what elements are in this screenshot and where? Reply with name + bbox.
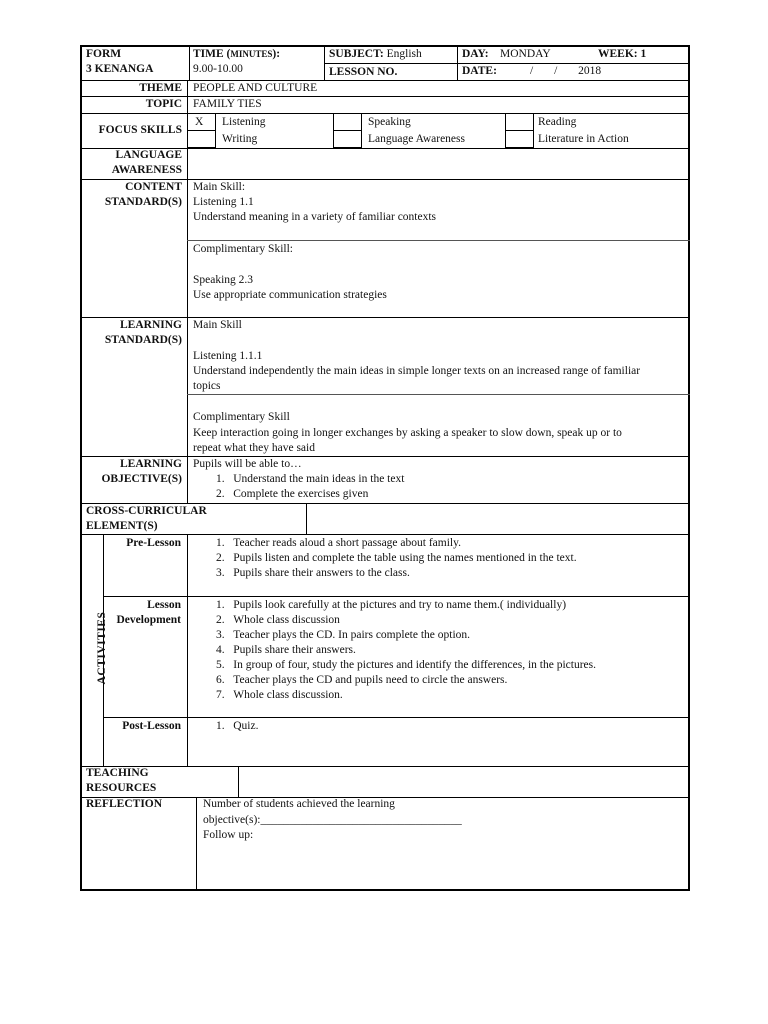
topic-value: FAMILY TIES — [193, 98, 262, 110]
checkbox-reading[interactable] — [505, 113, 534, 131]
content-main-skill: Main Skill: — [193, 181, 246, 193]
teaching-resources-label: RESOURCES — [86, 782, 157, 794]
divider — [187, 240, 690, 241]
divider — [187, 534, 188, 766]
ls-comp-skill: Complimentary Skill — [193, 411, 290, 423]
objective-intro: Pupils will be able to… — [193, 458, 302, 470]
focus-speaking: Speaking — [368, 116, 411, 128]
list-item: 2. Complete the exercises given — [216, 488, 369, 500]
content-comp-text: Use appropriate communication strategies — [193, 289, 387, 301]
divider — [187, 394, 690, 395]
divider — [103, 596, 690, 597]
divider — [196, 797, 197, 891]
objective-label: OBJECTIVE(S) — [101, 473, 182, 485]
pre-lesson-label: Pre-Lesson — [126, 537, 181, 549]
content-standard-label: CONTENT — [125, 181, 182, 193]
list-item: 3. Pupils share their answers to the class. — [216, 567, 410, 579]
list-item: 4. Pupils share their answers. — [216, 644, 356, 656]
divider — [80, 766, 690, 767]
checkbox-literature[interactable] — [505, 130, 534, 148]
reflection-line: objective(s):___________________________________ — [203, 814, 462, 826]
ls-main-code: Listening 1.1.1 — [193, 350, 263, 362]
focus-listening: Listening — [222, 116, 266, 128]
divider — [238, 766, 239, 797]
reflection-line: Number of students achieved the learning — [203, 798, 395, 810]
checkbox-writing[interactable] — [187, 130, 216, 148]
cross-curricular-label: CROSS-CURRICULAR — [86, 505, 207, 517]
focus-writing: Writing — [222, 133, 258, 145]
ls-main-text: Understand independently the main ideas in simple longer texts on an increased range of familiar — [193, 365, 641, 377]
checkbox-language-awareness[interactable] — [333, 130, 362, 148]
divider — [80, 534, 690, 535]
divider — [80, 113, 690, 114]
list-item: 3. Teacher plays the CD. In pairs complete the option. — [216, 629, 471, 641]
focus-language-awareness: Language Awareness — [368, 133, 465, 145]
list-item: 1. Quiz. — [216, 720, 259, 732]
form-label: FORM — [86, 48, 122, 60]
lesson-development-label: Development — [116, 614, 181, 626]
date-label: DATE: — [462, 65, 497, 77]
checkbox-speaking[interactable] — [333, 113, 362, 131]
ls-main-text: topics — [193, 380, 221, 392]
topic-label: TOPIC — [145, 98, 182, 110]
activities-label: ACTIVITIES — [96, 611, 108, 685]
list-item: 5. In group of four, study the pictures and identify the differences, in the pictures. — [216, 659, 596, 671]
focus-literature: Literature in Action — [538, 133, 629, 145]
ls-main-skill: Main Skill — [193, 319, 242, 331]
date-value: / / 2018 — [530, 65, 602, 77]
list-item: 2. Pupils listen and complete the table using the names mentioned in the text. — [216, 552, 577, 564]
teaching-resources-label: TEACHING — [86, 767, 149, 779]
form-value: 3 KENANGA — [86, 63, 154, 75]
learning-standard-label: LEARNING — [120, 319, 182, 331]
time-value: 9.00-10.00 — [193, 63, 243, 75]
focus-reading: Reading — [538, 116, 577, 128]
day-value: MONDAY — [500, 48, 551, 60]
list-item: 6. Teacher plays the CD and pupils need to circle the answers. — [216, 674, 508, 686]
week-label: WEEK: 1 — [598, 48, 647, 60]
day-label: DAY: — [462, 48, 489, 60]
reflection-label: REFLECTION — [86, 798, 163, 810]
theme-label: THEME — [139, 82, 182, 94]
content-comp-code: Speaking 2.3 — [193, 274, 254, 286]
content-comp-skill: Complimentary Skill: — [193, 243, 293, 255]
focus-skills-label: FOCUS SKILLS — [98, 124, 182, 136]
language-awareness-label: LANGUAGE — [115, 149, 182, 161]
subject: SUBJECT: English — [329, 48, 422, 60]
checkbox-mark: X — [195, 116, 204, 128]
language-awareness-label: AWARENESS — [111, 164, 182, 176]
theme-value: PEOPLE AND CULTURE — [193, 82, 318, 94]
objective-label: LEARNING — [120, 458, 182, 470]
list-item: 1. Teacher reads aloud a short passage about family. — [216, 537, 461, 549]
ls-comp-text: Keep interaction going in longer exchanges by asking a speaker to slow down, speak up or to — [193, 427, 622, 439]
divider — [189, 45, 190, 81]
lesson-development-label: Lesson — [147, 599, 181, 611]
post-lesson-label: Post-Lesson — [122, 720, 181, 732]
time-label: TIME (MINUTES): — [193, 48, 281, 60]
list-item: 7. Whole class discussion. — [216, 689, 343, 701]
list-item: 1. Pupils look carefully at the pictures and try to name them.( individually) — [216, 599, 567, 611]
content-standard-label: STANDARD(S) — [104, 196, 182, 208]
cross-curricular-label: ELEMENT(S) — [86, 520, 158, 532]
list-item: 2. Whole class discussion — [216, 614, 340, 626]
learning-standard-label: STANDARD(S) — [104, 334, 182, 346]
lesson-no-label: LESSON NO. — [329, 66, 398, 78]
reflection-follow-up: Follow up: — [203, 829, 254, 841]
divider — [306, 503, 307, 534]
content-main-text: Understand meaning in a variety of familiar contexts — [193, 211, 437, 223]
list-item: 1. Understand the main ideas in the text — [216, 473, 405, 485]
divider — [103, 717, 690, 718]
content-main-code: Listening 1.1 — [193, 196, 254, 208]
divider — [324, 63, 690, 64]
ls-comp-text: repeat what they have said — [193, 442, 315, 454]
